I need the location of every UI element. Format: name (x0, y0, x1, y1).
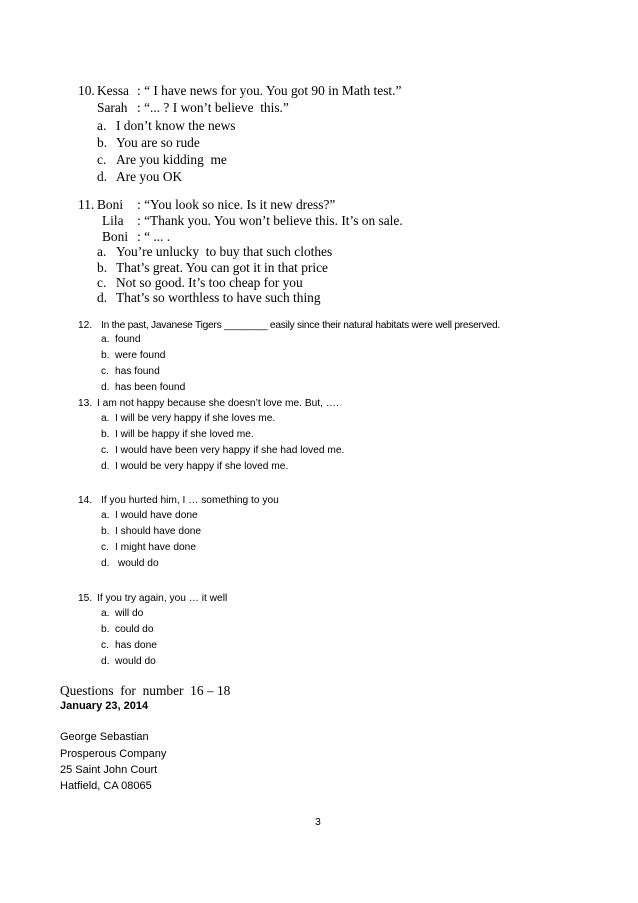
option-letter: c. (101, 542, 109, 553)
option-letter: c. (101, 366, 109, 377)
dialog-line: : “ I have news for you. You got 90 in Math test.” (137, 83, 402, 98)
option-letter: d. (101, 461, 110, 472)
option-text: found (115, 334, 141, 345)
dialog-speaker: Lila (102, 213, 124, 228)
address-line: Prosperous Company (60, 748, 167, 760)
option-letter: c. (101, 640, 109, 651)
dialog-speaker: Boni (97, 197, 124, 212)
dialog-line: : “... ? I won’t believe this.” (137, 100, 289, 115)
option-letter: b. (101, 624, 110, 635)
option-letter: b. (101, 526, 110, 537)
option-text: I would be very happy if she loved me. (115, 461, 289, 472)
option-text: will do (115, 608, 144, 619)
letter-date: January 23, 2014 (60, 700, 149, 712)
option-text: I will be very happy if she loves me. (115, 413, 276, 424)
option-text: I will be happy if she loved me. (115, 429, 254, 440)
question-number: 13. (78, 398, 93, 409)
option-letter: a. (97, 118, 107, 133)
question-stem: If you hurted him, I … something to you (101, 495, 279, 506)
dialog-speaker: Kessa (97, 83, 129, 98)
question-stem: In the past, Javanese Tigers ________ easily since their natural habitats were well preserved. (101, 320, 500, 331)
option-text: Are you OK (116, 169, 183, 184)
option-text: I would have been very happy if she had loved me. (115, 445, 345, 456)
dialog-line: : “Thank you. You won’t believe this. It’s on sale. (137, 213, 403, 228)
option-text: I should have done (115, 526, 202, 537)
page-number: 3 (315, 816, 321, 828)
option-text: has done (115, 640, 157, 651)
address-line: Hatfield, CA 08065 (60, 780, 152, 792)
option-letter: b. (101, 429, 110, 440)
option-letter: d. (101, 656, 110, 667)
option-letter: a. (101, 608, 110, 619)
option-letter: a. (97, 244, 107, 259)
dialog-speaker: Boni (102, 229, 129, 244)
question-stem: I am not happy because she doesn’t love me. But, …. (97, 398, 339, 409)
option-text: You are so rude (116, 135, 200, 150)
option-text: That’s great. You can got it in that price (116, 260, 328, 275)
section-heading: Questions for number 16 – 18 (60, 683, 231, 698)
question-number: 14. (78, 495, 93, 506)
option-letter: b. (97, 260, 108, 275)
dialog-line: : “ ... . (137, 229, 171, 244)
option-text: Not so good. It’s too cheap for you (116, 275, 303, 290)
option-text: I don’t know the news (116, 118, 236, 133)
option-letter: d. (97, 169, 108, 184)
option-text: I would have done (115, 510, 198, 521)
option-letter: b. (101, 350, 110, 361)
option-text: That’s so worthless to have such thing (116, 290, 321, 305)
question-stem: If you try again, you … it well (97, 593, 228, 604)
question-number: 15. (78, 593, 93, 604)
question-number: 12. (78, 320, 93, 331)
option-text: would do (115, 656, 156, 667)
option-letter: d. (101, 558, 110, 569)
question-number: 10. (78, 83, 95, 98)
option-letter: b. (97, 135, 108, 150)
option-text: I might have done (115, 542, 196, 553)
option-text: could do (115, 624, 154, 635)
option-letter: c. (97, 152, 107, 167)
option-letter: c. (101, 445, 109, 456)
address-line: George Sebastian (60, 731, 149, 743)
address-line: 25 Saint John Court (60, 764, 158, 776)
option-letter: d. (101, 382, 110, 393)
option-text: You’re unlucky to buy that such clothes (116, 244, 333, 259)
option-text: Are you kidding me (116, 152, 227, 167)
option-letter: a. (101, 334, 110, 345)
dialog-line: : “You look so nice. Is it new dress?” (137, 197, 336, 212)
option-letter: d. (97, 290, 108, 305)
option-letter: a. (101, 413, 110, 424)
option-letter: c. (97, 275, 107, 290)
option-text: has found (115, 366, 160, 377)
option-letter: a. (101, 510, 110, 521)
dialog-speaker: Sarah (97, 100, 128, 115)
option-text: were found (115, 350, 166, 361)
question-number: 11. (78, 197, 95, 212)
option-text: would do (115, 558, 159, 569)
option-text: has been found (115, 382, 186, 393)
